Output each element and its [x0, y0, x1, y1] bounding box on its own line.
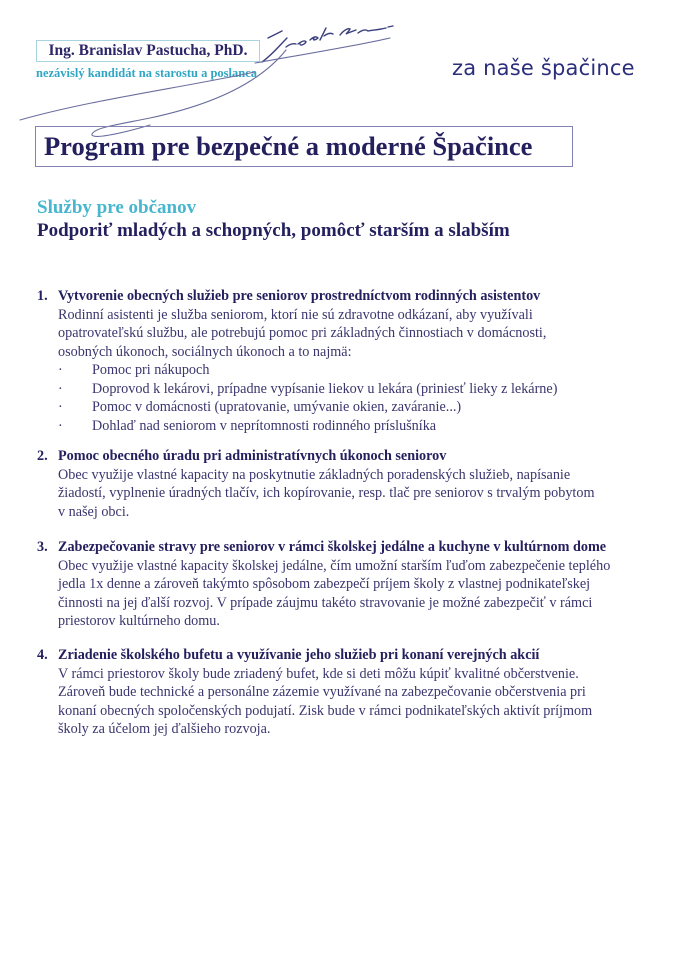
bullet-item [58, 417, 637, 436]
item-line: osobných úkonoch, sociálnych úkonoch a to najmä: [58, 343, 352, 360]
section-label: Služby pre občanov [37, 197, 197, 218]
bullet-text: Dohlaď nad seniorom v neprítomnosti rodinného príslušníka [92, 417, 437, 434]
section-subtitle: Podporiť mladých a schopných, pomôcť starším a slabším [37, 220, 510, 241]
bullet-text: Pomoc pri nákupoch [92, 362, 210, 378]
item-body [58, 466, 637, 522]
candidate-name-box [36, 40, 260, 62]
item-number: 4. [37, 647, 48, 663]
item-body [58, 557, 637, 631]
candidate-name: Ing. Branislav Pastucha, PhD. [48, 42, 248, 59]
signature-icon [0, 0, 677, 200]
item-line: Zároveň bude technické a personálne zázemie využívané na zabezpečovanie občerstvenia pri [58, 684, 586, 700]
program-item-1 [37, 287, 637, 435]
bullet-item [58, 380, 637, 399]
item-line: činnosti na jej ďalší rozvoj. V prípade záujmu takéto stravovanie je možné zabezpečiť v rámci [58, 594, 593, 611]
brand-logo-text: za naše špačince [452, 56, 635, 80]
item-line: konaní obecných spoločenských podujatí. Zisk bude v rámci podnikateľských aktivít príjmom [58, 702, 593, 719]
item-line: Obec využije vlastné kapacity na poskytnutie základných poradenských služieb, napísanie [58, 466, 571, 483]
document-title-box [35, 126, 573, 167]
item-line: Rodinní asistenti je služba seniorom, ktorí nie sú zdravotne odkázaní, aby využívali [58, 306, 533, 323]
item-heading: Zabezpečovanie stravy pre seniorov v rámci školskej jedálne a kuchyne v kultúrnom dome [58, 539, 607, 555]
bullet-icon: · [58, 417, 63, 434]
program-item-2 [37, 447, 637, 521]
item-heading: Pomoc obecného úradu pri administratívnych úkonoch seniorov [58, 448, 447, 464]
item-body [58, 306, 637, 362]
item-line: Obec využije vlastné kapacity školskej jedálne, čím umožní starším ľuďom zabezpečenie teplého [58, 557, 611, 574]
item-line: žiadostí, vyplnenie úradných tlačív, ich kopírovanie, resp. tlač pre seniorov s trvalým pobytom [58, 485, 595, 501]
item-line: opatrovateľskú službu, ale potrebujú pomoc pri základných činnostiach v domácnosti, [58, 325, 547, 341]
bullet-item [58, 361, 637, 380]
item-line: V rámci priestorov školy bude zriadený bufet, kde si deti môžu kúpiť kvalitné občerstvenie. [58, 665, 579, 682]
item-line: školy za účelom jej ďalšieho rozvoja. [58, 721, 271, 737]
item-body [58, 665, 637, 739]
bullet-text: Doprovod k lekárovi, prípadne vypísanie liekov u lekára (priniesť lieky z lekárne) [92, 380, 558, 397]
bullet-icon: · [58, 380, 63, 397]
item-line: priestorov kultúrneho domu. [58, 613, 220, 629]
item-number: 1. [37, 288, 48, 304]
bullet-text: Pomoc v domácnosti (upratovanie, umývanie okien, zaváranie...) [92, 399, 462, 415]
bullet-item [58, 398, 637, 417]
item-heading: Vytvorenie obecných služieb pre seniorov prostredníctvom rodinných asistentov [58, 288, 541, 304]
bullet-icon: · [58, 362, 63, 378]
program-item-4 [37, 646, 637, 739]
document-title: Program pre bezpečné a moderné Špačince [44, 131, 533, 161]
item-line: v našej obci. [58, 503, 130, 520]
program-item-3 [37, 538, 637, 631]
item-line: jedla 1x denne a zároveň takýmto spôsobom zabezpečí príjem školy z vlastnej podnikateľskej [58, 576, 591, 592]
bullet-list [58, 361, 637, 435]
candidate-subtitle: nezávislý kandidát na starostu a poslanca [36, 66, 257, 80]
bullet-icon: · [58, 399, 63, 415]
item-heading: Zriadenie školského bufetu a využívanie jeho služieb pri konaní verejných akcií [58, 647, 540, 663]
item-number: 2. [37, 448, 48, 464]
item-number: 3. [37, 539, 48, 555]
